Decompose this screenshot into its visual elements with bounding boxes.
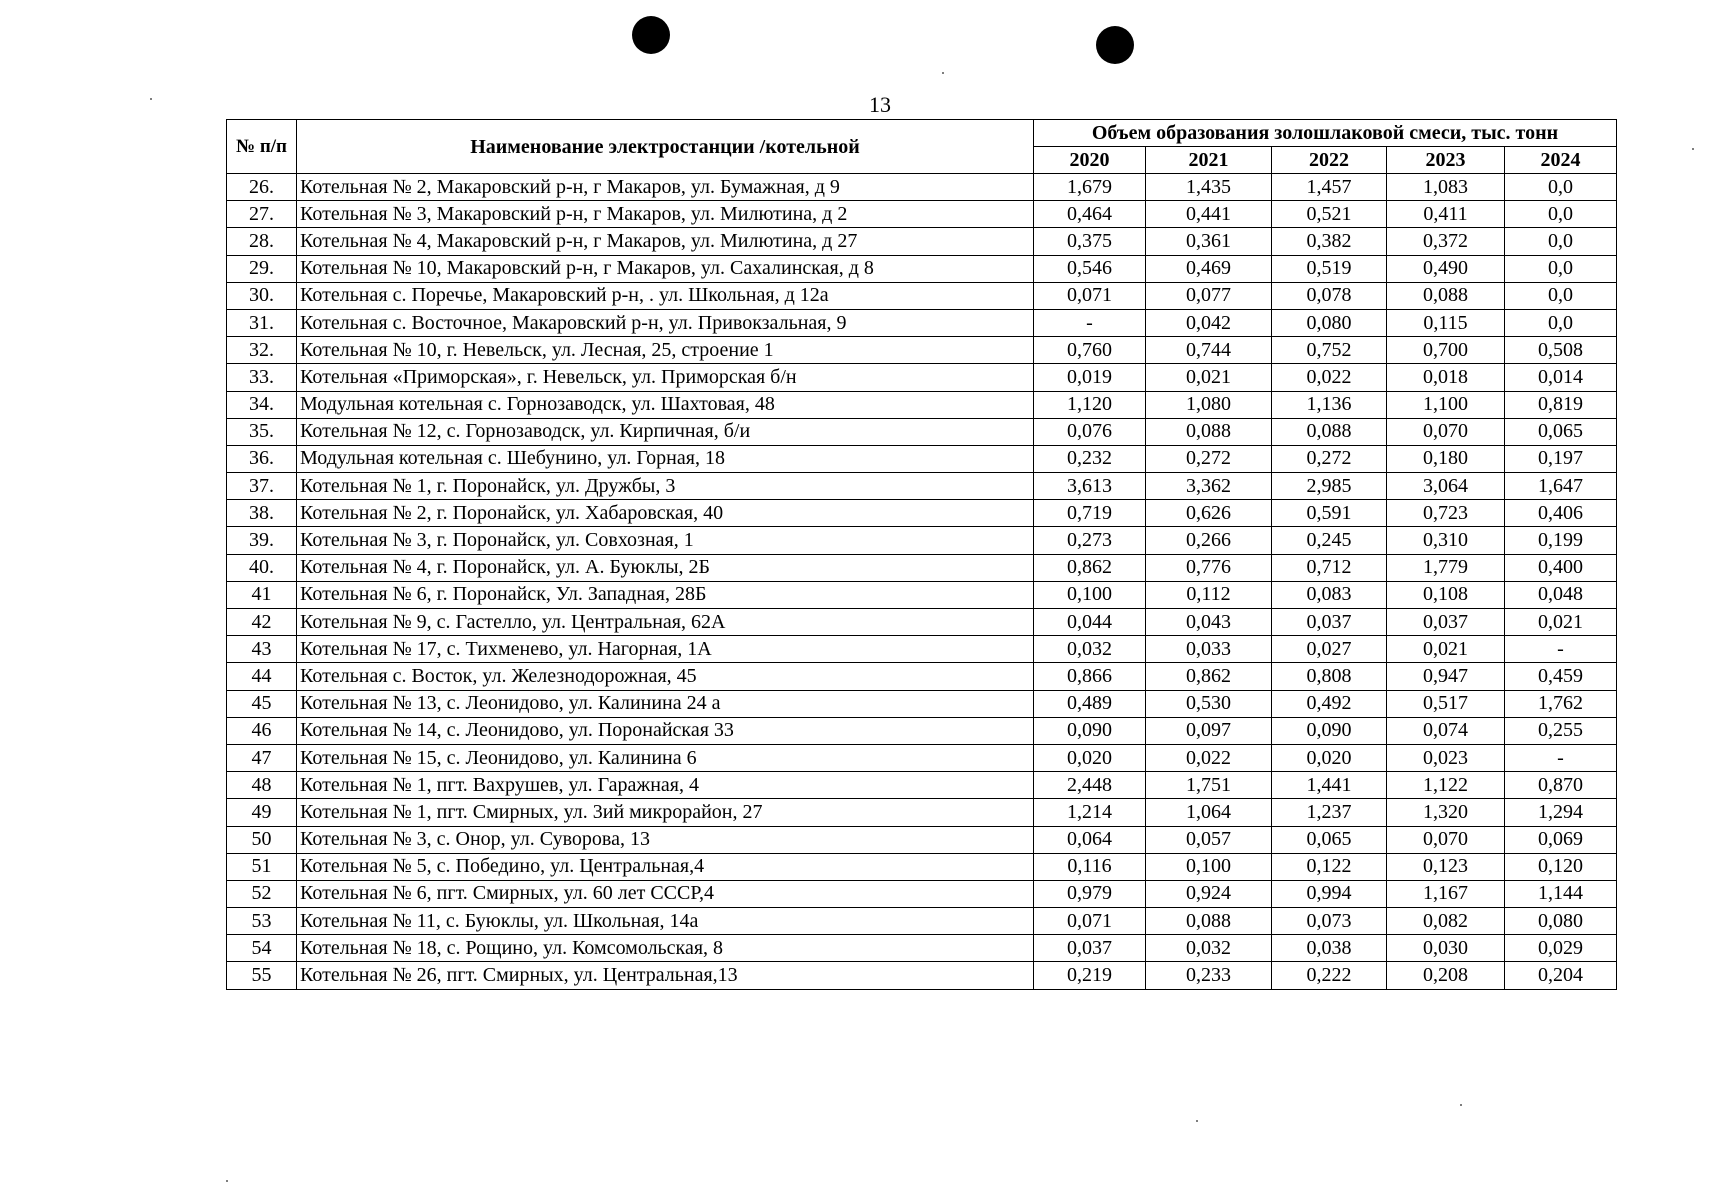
table-row [227, 609, 1617, 636]
station-name: Котельная № 26, пгт. Смирных, ул. Центральная,13 [297, 962, 1034, 989]
value-2024: 0,819 [1505, 391, 1617, 418]
value-2024: 0,029 [1505, 935, 1617, 962]
value-2023: 0,372 [1387, 228, 1505, 255]
scan-speck [150, 98, 152, 100]
value-2022: 2,985 [1272, 473, 1387, 500]
station-name: Котельная № 6, г. Поронайск, Ул. Западная, 28Б [297, 581, 1034, 608]
ash-slag-volume-table [226, 119, 1617, 990]
row-number: 49 [227, 799, 297, 826]
value-2023: 1,167 [1387, 880, 1505, 907]
station-name: Котельная «Приморская», г. Невельск, ул. Приморская б/н [297, 364, 1034, 391]
row-number: 43 [227, 636, 297, 663]
value-2022: 0,382 [1272, 228, 1387, 255]
value-2021: 0,100 [1146, 853, 1272, 880]
table-row [227, 201, 1617, 228]
value-2023: 3,064 [1387, 473, 1505, 500]
value-2024: 0,255 [1505, 717, 1617, 744]
value-2022: 0,090 [1272, 717, 1387, 744]
table-row [227, 527, 1617, 554]
station-name: Модульная котельная с. Горнозаводск, ул. Шахтовая, 48 [297, 391, 1034, 418]
value-2021: 0,043 [1146, 609, 1272, 636]
punch-hole-right [1096, 26, 1134, 64]
row-number: 53 [227, 908, 297, 935]
value-2023: 1,779 [1387, 554, 1505, 581]
value-2024: 0,459 [1505, 663, 1617, 690]
table-row [227, 554, 1617, 581]
row-number: 54 [227, 935, 297, 962]
value-2021: 0,042 [1146, 309, 1272, 336]
station-name: Котельная № 17, с. Тихменево, ул. Нагорная, 1А [297, 636, 1034, 663]
value-2024: 0,197 [1505, 445, 1617, 472]
value-2021: 0,088 [1146, 418, 1272, 445]
value-2021: 0,744 [1146, 337, 1272, 364]
value-2021: 0,233 [1146, 962, 1272, 989]
value-2024: 0,0 [1505, 282, 1617, 309]
value-2023: 0,070 [1387, 826, 1505, 853]
row-number: 28. [227, 228, 297, 255]
value-2022: 0,492 [1272, 690, 1387, 717]
scan-speck [1460, 1104, 1462, 1106]
value-2022: 0,088 [1272, 418, 1387, 445]
value-2020: 0,232 [1034, 445, 1146, 472]
value-2022: 0,519 [1272, 255, 1387, 282]
row-number: 38. [227, 500, 297, 527]
value-2021: 0,088 [1146, 908, 1272, 935]
value-2020: - [1034, 309, 1146, 336]
value-2022: 0,591 [1272, 500, 1387, 527]
value-2020: 0,090 [1034, 717, 1146, 744]
value-2022: 1,136 [1272, 391, 1387, 418]
table-row [227, 826, 1617, 853]
scan-speck [226, 1180, 228, 1182]
station-name: Котельная № 6, пгт. Смирных, ул. 60 лет СССР,4 [297, 880, 1034, 907]
value-2020: 0,071 [1034, 908, 1146, 935]
value-2021: 1,751 [1146, 772, 1272, 799]
value-2022: 0,272 [1272, 445, 1387, 472]
header-station-name: Наименование электростанции /котельной [297, 120, 1034, 174]
station-name: Котельная № 1, пгт. Смирных, ул. 3ий микрорайон, 27 [297, 799, 1034, 826]
table-row [227, 337, 1617, 364]
value-2021: 1,080 [1146, 391, 1272, 418]
value-2020: 0,979 [1034, 880, 1146, 907]
value-2020: 0,116 [1034, 853, 1146, 880]
value-2024: 0,0 [1505, 255, 1617, 282]
value-2022: 1,457 [1272, 174, 1387, 201]
value-2020: 0,546 [1034, 255, 1146, 282]
station-name: Котельная № 2, Макаровский р-н, г Макаров, ул. Бумажная, д 9 [297, 174, 1034, 201]
row-number: 36. [227, 445, 297, 472]
value-2024: 0,0 [1505, 201, 1617, 228]
station-name: Модульная котельная с. Шебунино, ул. Горная, 18 [297, 445, 1034, 472]
value-2024: 0,069 [1505, 826, 1617, 853]
value-2023: 0,088 [1387, 282, 1505, 309]
value-2020: 1,679 [1034, 174, 1146, 201]
value-2021: 0,626 [1146, 500, 1272, 527]
value-2024: 0,120 [1505, 853, 1617, 880]
value-2021: 0,441 [1146, 201, 1272, 228]
table-row [227, 500, 1617, 527]
header-year-2024: 2024 [1505, 147, 1617, 174]
row-number: 29. [227, 255, 297, 282]
value-2023: 1,100 [1387, 391, 1505, 418]
station-name: Котельная № 12, с. Горнозаводск, ул. Кирпичная, б/и [297, 418, 1034, 445]
table-row [227, 255, 1617, 282]
station-name: Котельная с. Восточное, Макаровский р-н, ул. Привокзальная, 9 [297, 309, 1034, 336]
row-number: 47 [227, 744, 297, 771]
value-2021: 0,361 [1146, 228, 1272, 255]
station-name: Котельная № 3, г. Поронайск, ул. Совхозная, 1 [297, 527, 1034, 554]
value-2023: 0,018 [1387, 364, 1505, 391]
value-2020: 0,219 [1034, 962, 1146, 989]
value-2023: 0,108 [1387, 581, 1505, 608]
value-2023: 0,517 [1387, 690, 1505, 717]
value-2020: 0,375 [1034, 228, 1146, 255]
table-row [227, 174, 1617, 201]
punch-hole-left [632, 16, 670, 54]
value-2024: - [1505, 636, 1617, 663]
row-number: 34. [227, 391, 297, 418]
value-2023: 0,947 [1387, 663, 1505, 690]
value-2024: 0,0 [1505, 228, 1617, 255]
value-2024: 1,294 [1505, 799, 1617, 826]
value-2021: 3,362 [1146, 473, 1272, 500]
row-number: 37. [227, 473, 297, 500]
station-name: Котельная № 4, Макаровский р-н, г Макаров, ул. Милютина, д 27 [297, 228, 1034, 255]
value-2023: 0,208 [1387, 962, 1505, 989]
value-2020: 3,613 [1034, 473, 1146, 500]
row-number: 27. [227, 201, 297, 228]
value-2023: 0,723 [1387, 500, 1505, 527]
value-2022: 0,521 [1272, 201, 1387, 228]
value-2021: 0,033 [1146, 636, 1272, 663]
value-2021: 1,435 [1146, 174, 1272, 201]
value-2021: 0,924 [1146, 880, 1272, 907]
value-2024: 0,080 [1505, 908, 1617, 935]
value-2024: - [1505, 744, 1617, 771]
station-name: Котельная № 10, г. Невельск, ул. Лесная, 25, строение 1 [297, 337, 1034, 364]
value-2022: 1,441 [1272, 772, 1387, 799]
row-number: 30. [227, 282, 297, 309]
header-year-2021: 2021 [1146, 147, 1272, 174]
table-row [227, 690, 1617, 717]
value-2022: 0,122 [1272, 853, 1387, 880]
header-year-2020: 2020 [1034, 147, 1146, 174]
station-name: Котельная № 11, с. Буюклы, ул. Школьная, 14а [297, 908, 1034, 935]
value-2023: 0,411 [1387, 201, 1505, 228]
row-number: 44 [227, 663, 297, 690]
value-2022: 0,712 [1272, 554, 1387, 581]
value-2020: 0,719 [1034, 500, 1146, 527]
value-2024: 1,647 [1505, 473, 1617, 500]
value-2024: 0,0 [1505, 309, 1617, 336]
value-2024: 0,199 [1505, 527, 1617, 554]
value-2024: 0,870 [1505, 772, 1617, 799]
value-2024: 1,762 [1505, 690, 1617, 717]
header-number: № п/п [227, 120, 297, 174]
value-2021: 0,022 [1146, 744, 1272, 771]
table-row [227, 799, 1617, 826]
value-2021: 1,064 [1146, 799, 1272, 826]
value-2023: 1,122 [1387, 772, 1505, 799]
table-body [227, 174, 1617, 990]
value-2021: 0,057 [1146, 826, 1272, 853]
value-2022: 0,022 [1272, 364, 1387, 391]
value-2020: 1,214 [1034, 799, 1146, 826]
table-row [227, 391, 1617, 418]
value-2022: 0,808 [1272, 663, 1387, 690]
page-number: 13 [869, 92, 891, 117]
value-2023: 1,320 [1387, 799, 1505, 826]
row-number: 45 [227, 690, 297, 717]
value-2022: 1,237 [1272, 799, 1387, 826]
value-2024: 0,048 [1505, 581, 1617, 608]
row-number: 51 [227, 853, 297, 880]
value-2022: 0,065 [1272, 826, 1387, 853]
row-number: 48 [227, 772, 297, 799]
value-2023: 0,490 [1387, 255, 1505, 282]
value-2022: 0,027 [1272, 636, 1387, 663]
value-2020: 0,862 [1034, 554, 1146, 581]
table-row [227, 744, 1617, 771]
value-2020: 0,273 [1034, 527, 1146, 554]
station-name: Котельная № 3, с. Онор, ул. Суворова, 13 [297, 826, 1034, 853]
value-2022: 0,994 [1272, 880, 1387, 907]
value-2023: 0,021 [1387, 636, 1505, 663]
row-number: 39. [227, 527, 297, 554]
value-2020: 0,037 [1034, 935, 1146, 962]
value-2020: 0,064 [1034, 826, 1146, 853]
scan-speck [1196, 1120, 1198, 1122]
value-2020: 0,489 [1034, 690, 1146, 717]
value-2023: 1,083 [1387, 174, 1505, 201]
value-2022: 0,080 [1272, 309, 1387, 336]
value-2023: 0,115 [1387, 309, 1505, 336]
value-2022: 0,073 [1272, 908, 1387, 935]
value-2021: 0,112 [1146, 581, 1272, 608]
value-2024: 0,065 [1505, 418, 1617, 445]
value-2022: 0,078 [1272, 282, 1387, 309]
row-number: 35. [227, 418, 297, 445]
value-2023: 0,180 [1387, 445, 1505, 472]
table-row [227, 717, 1617, 744]
value-2021: 0,530 [1146, 690, 1272, 717]
value-2022: 0,752 [1272, 337, 1387, 364]
header-year-2022: 2022 [1272, 147, 1387, 174]
value-2024: 1,144 [1505, 880, 1617, 907]
value-2021: 0,469 [1146, 255, 1272, 282]
table-row [227, 581, 1617, 608]
value-2023: 0,070 [1387, 418, 1505, 445]
table-row [227, 636, 1617, 663]
value-2021: 0,032 [1146, 935, 1272, 962]
scan-speck [1692, 148, 1694, 150]
station-name: Котельная с. Восток, ул. Железнодорожная, 45 [297, 663, 1034, 690]
row-number: 40. [227, 554, 297, 581]
value-2021: 0,021 [1146, 364, 1272, 391]
value-2020: 2,448 [1034, 772, 1146, 799]
row-number: 50 [227, 826, 297, 853]
table-row [227, 473, 1617, 500]
table-row [227, 853, 1617, 880]
value-2023: 0,700 [1387, 337, 1505, 364]
station-name: Котельная № 10, Макаровский р-н, г Макаров, ул. Сахалинская, д 8 [297, 255, 1034, 282]
table-header [227, 120, 1617, 174]
row-number: 52 [227, 880, 297, 907]
value-2023: 0,030 [1387, 935, 1505, 962]
value-2020: 0,464 [1034, 201, 1146, 228]
table-row [227, 772, 1617, 799]
value-2021: 0,862 [1146, 663, 1272, 690]
scan-speck [942, 72, 944, 74]
table-row [227, 445, 1617, 472]
value-2022: 0,222 [1272, 962, 1387, 989]
value-2020: 0,071 [1034, 282, 1146, 309]
value-2021: 0,272 [1146, 445, 1272, 472]
table-row [227, 935, 1617, 962]
value-2023: 0,037 [1387, 609, 1505, 636]
value-2024: 0,508 [1505, 337, 1617, 364]
value-2023: 0,082 [1387, 908, 1505, 935]
row-number: 32. [227, 337, 297, 364]
value-2022: 0,020 [1272, 744, 1387, 771]
value-2020: 0,020 [1034, 744, 1146, 771]
value-2020: 0,032 [1034, 636, 1146, 663]
station-name: Котельная № 15, с. Леонидово, ул. Калинина 6 [297, 744, 1034, 771]
value-2020: 0,760 [1034, 337, 1146, 364]
row-number: 26. [227, 174, 297, 201]
station-name: Котельная № 1, пгт. Вахрушев, ул. Гаражная, 4 [297, 772, 1034, 799]
station-name: Котельная № 14, с. Леонидово, ул. Поронайская 33 [297, 717, 1034, 744]
row-number: 42 [227, 609, 297, 636]
table-row [227, 282, 1617, 309]
value-2021: 0,776 [1146, 554, 1272, 581]
value-2020: 1,120 [1034, 391, 1146, 418]
value-2020: 0,866 [1034, 663, 1146, 690]
table-row [227, 309, 1617, 336]
station-name: Котельная № 13, с. Леонидово, ул. Калинина 24 а [297, 690, 1034, 717]
station-name: Котельная с. Поречье, Макаровский р-н, . ул. Школьная, д 12а [297, 282, 1034, 309]
value-2022: 0,083 [1272, 581, 1387, 608]
station-name: Котельная № 9, с. Гастелло, ул. Центральная, 62А [297, 609, 1034, 636]
value-2020: 0,076 [1034, 418, 1146, 445]
table-row [227, 364, 1617, 391]
row-number: 41 [227, 581, 297, 608]
header-year-2023: 2023 [1387, 147, 1505, 174]
row-number: 31. [227, 309, 297, 336]
value-2024: 0,021 [1505, 609, 1617, 636]
row-number: 46 [227, 717, 297, 744]
value-2024: 0,406 [1505, 500, 1617, 527]
station-name: Котельная № 3, Макаровский р-н, г Макаров, ул. Милютина, д 2 [297, 201, 1034, 228]
row-number: 33. [227, 364, 297, 391]
station-name: Котельная № 18, с. Рощино, ул. Комсомольская, 8 [297, 935, 1034, 962]
header-volume: Объем образования золошлаковой смеси, тыс. тонн [1034, 120, 1617, 147]
value-2023: 0,074 [1387, 717, 1505, 744]
value-2024: 0,0 [1505, 174, 1617, 201]
value-2024: 0,014 [1505, 364, 1617, 391]
value-2021: 0,097 [1146, 717, 1272, 744]
table-row [227, 663, 1617, 690]
value-2021: 0,266 [1146, 527, 1272, 554]
value-2023: 0,023 [1387, 744, 1505, 771]
value-2023: 0,123 [1387, 853, 1505, 880]
station-name: Котельная № 4, г. Поронайск, ул. А. Буюклы, 2Б [297, 554, 1034, 581]
value-2020: 0,100 [1034, 581, 1146, 608]
table-row [227, 418, 1617, 445]
value-2020: 0,019 [1034, 364, 1146, 391]
value-2023: 0,310 [1387, 527, 1505, 554]
value-2022: 0,037 [1272, 609, 1387, 636]
station-name: Котельная № 2, г. Поронайск, ул. Хабаровская, 40 [297, 500, 1034, 527]
table-row [227, 228, 1617, 255]
value-2021: 0,077 [1146, 282, 1272, 309]
table-row [227, 880, 1617, 907]
value-2024: 0,204 [1505, 962, 1617, 989]
table-row [227, 962, 1617, 989]
row-number: 55 [227, 962, 297, 989]
value-2024: 0,400 [1505, 554, 1617, 581]
station-name: Котельная № 5, с. Победино, ул. Центральная,4 [297, 853, 1034, 880]
value-2022: 0,038 [1272, 935, 1387, 962]
value-2022: 0,245 [1272, 527, 1387, 554]
table-row [227, 908, 1617, 935]
value-2020: 0,044 [1034, 609, 1146, 636]
station-name: Котельная № 1, г. Поронайск, ул. Дружбы, 3 [297, 473, 1034, 500]
